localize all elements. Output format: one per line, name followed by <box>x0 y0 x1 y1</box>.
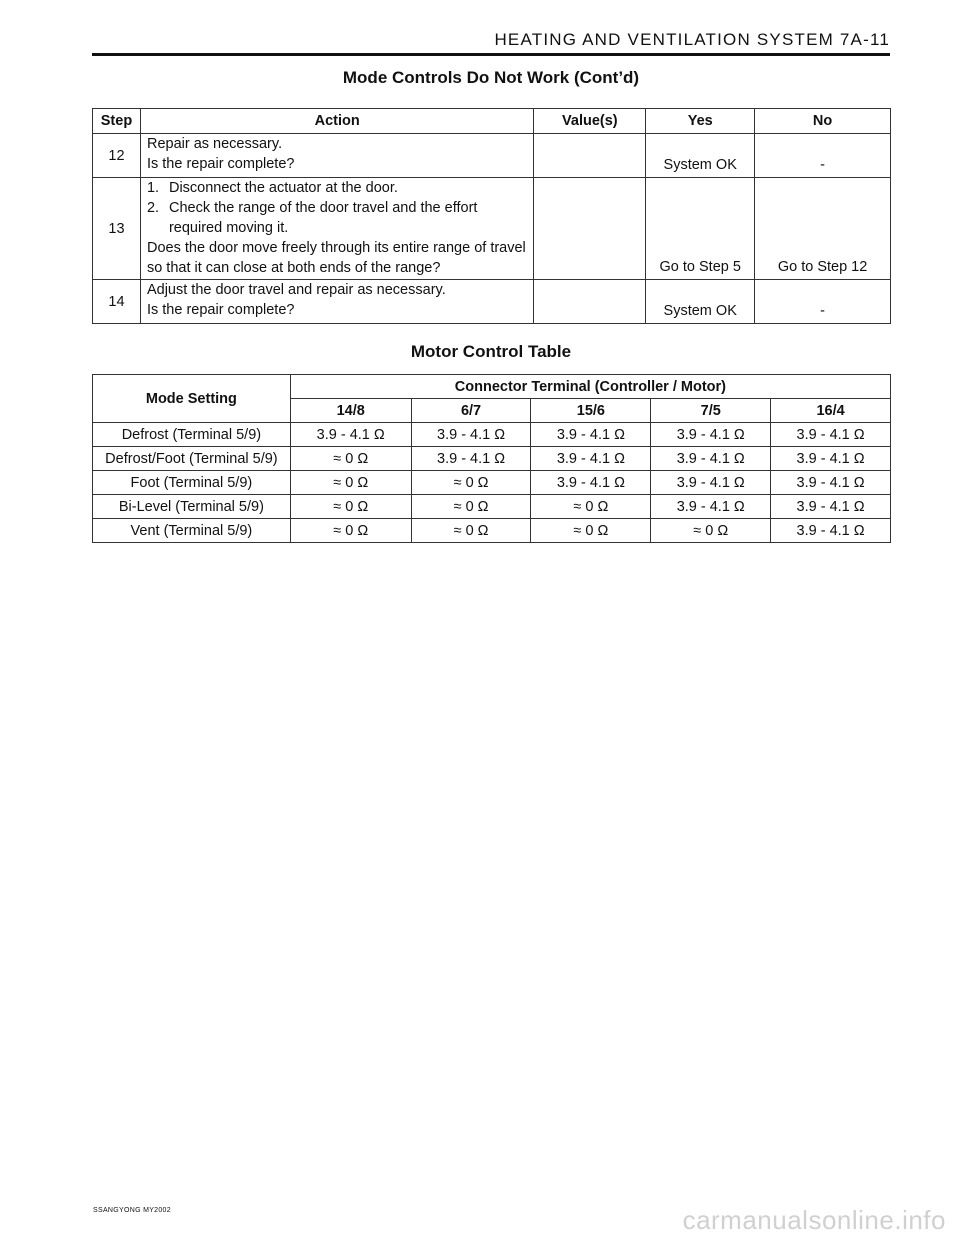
mode-setting-cell: Vent (Terminal 5/9) <box>93 519 291 543</box>
footer-text: SSANGYONG MY2002 <box>93 1207 171 1214</box>
resistance-cell: ≈ 0 Ω <box>290 447 411 471</box>
diagnostic-table <box>92 108 891 324</box>
list-number: 1. <box>146 180 160 196</box>
resistance-cell: ≈ 0 Ω <box>290 471 411 495</box>
resistance-cell: ≈ 0 Ω <box>531 519 651 543</box>
yes-cell: System OK <box>646 134 755 178</box>
mode-setting-cell: Foot (Terminal 5/9) <box>93 471 291 495</box>
diagnostic-table-title: Mode Controls Do Not Work (Cont’d) <box>342 68 640 87</box>
resistance-cell: ≈ 0 Ω <box>290 519 411 543</box>
motor-group-header-row <box>93 375 891 399</box>
value-cell <box>534 178 646 280</box>
table-row <box>93 447 891 471</box>
watermark-text: carmanualsonline.info <box>682 1205 946 1235</box>
table-row <box>93 423 891 447</box>
mode-setting-header: Mode Setting <box>93 375 291 423</box>
yes-cell: Go to Step 5 <box>646 178 755 280</box>
terminal-header: 15/6 <box>531 399 651 423</box>
terminal-header: 6/7 <box>411 399 531 423</box>
resistance-cell: 3.9 - 4.1 Ω <box>411 423 531 447</box>
action-line: Repair as necessary. <box>146 136 283 152</box>
resistance-cell: ≈ 0 Ω <box>411 471 531 495</box>
action-cell <box>140 134 533 178</box>
table-row <box>93 134 891 178</box>
action-line: Adjust the door travel and repair as necessary. <box>146 282 446 298</box>
column-header-no: No <box>755 109 891 134</box>
mode-setting-cell: Defrost (Terminal 5/9) <box>93 423 291 447</box>
mode-setting-cell: Bi-Level (Terminal 5/9) <box>93 495 291 519</box>
table-row <box>93 519 891 543</box>
terminal-header: 16/4 <box>771 399 891 423</box>
action-cell <box>140 280 533 324</box>
resistance-cell: 3.9 - 4.1 Ω <box>290 423 411 447</box>
column-header-step: Step <box>93 109 141 134</box>
step-number: 12 <box>93 134 141 178</box>
resistance-cell: 3.9 - 4.1 Ω <box>651 423 771 447</box>
no-cell: - <box>755 134 891 178</box>
step-number: 13 <box>93 178 141 280</box>
diagnostic-header-row <box>93 109 891 134</box>
list-text: Check the range of the door travel and the effort required moving it. <box>168 200 478 236</box>
step-number: 14 <box>93 280 141 324</box>
column-header-values: Value(s) <box>534 109 646 134</box>
table-row <box>93 178 891 280</box>
yes-cell: System OK <box>646 280 755 324</box>
action-list-item <box>147 198 527 238</box>
resistance-cell: 3.9 - 4.1 Ω <box>771 471 891 495</box>
resistance-cell: 3.9 - 4.1 Ω <box>651 447 771 471</box>
resistance-cell: 3.9 - 4.1 Ω <box>771 447 891 471</box>
resistance-cell: 3.9 - 4.1 Ω <box>531 471 651 495</box>
resistance-cell: 3.9 - 4.1 Ω <box>771 519 891 543</box>
resistance-cell: ≈ 0 Ω <box>411 495 531 519</box>
resistance-cell: 3.9 - 4.1 Ω <box>651 471 771 495</box>
table-row <box>93 280 891 324</box>
list-number: 2. <box>146 200 160 216</box>
resistance-cell: ≈ 0 Ω <box>531 495 651 519</box>
resistance-cell: 3.9 - 4.1 Ω <box>771 423 891 447</box>
action-cell <box>140 178 533 280</box>
terminal-header: 7/5 <box>651 399 771 423</box>
resistance-cell: 3.9 - 4.1 Ω <box>531 423 651 447</box>
resistance-cell: 3.9 - 4.1 Ω <box>771 495 891 519</box>
no-cell: - <box>755 280 891 324</box>
action-line: Is the repair complete? <box>146 302 295 318</box>
motor-table-title: Motor Control Table <box>410 342 572 361</box>
column-header-action: Action <box>140 109 533 134</box>
resistance-cell: 3.9 - 4.1 Ω <box>411 447 531 471</box>
resistance-cell: ≈ 0 Ω <box>651 519 771 543</box>
resistance-cell: ≈ 0 Ω <box>290 495 411 519</box>
value-cell <box>534 134 646 178</box>
list-text: Disconnect the actuator at the door. <box>168 180 398 196</box>
connector-terminal-header: Connector Terminal (Controller / Motor) <box>290 375 890 399</box>
mode-setting-cell: Defrost/Foot (Terminal 5/9) <box>93 447 291 471</box>
resistance-cell: 3.9 - 4.1 Ω <box>651 495 771 519</box>
header-rule <box>92 53 890 56</box>
action-question: Does the door move freely through its entire range of travel so that it can close at both ends of the range? <box>146 240 526 276</box>
resistance-cell: ≈ 0 Ω <box>411 519 531 543</box>
value-cell <box>534 280 646 324</box>
resistance-cell: 3.9 - 4.1 Ω <box>531 447 651 471</box>
action-line: Is the repair complete? <box>146 156 295 172</box>
column-header-yes: Yes <box>646 109 755 134</box>
motor-control-table <box>92 374 891 543</box>
terminal-header: 14/8 <box>290 399 411 423</box>
page-header-title: HEATING AND VENTILATION SYSTEM 7A-11 <box>494 30 890 49</box>
table-row <box>93 471 891 495</box>
no-cell: Go to Step 12 <box>755 178 891 280</box>
action-list-item <box>147 178 527 198</box>
table-row <box>93 495 891 519</box>
